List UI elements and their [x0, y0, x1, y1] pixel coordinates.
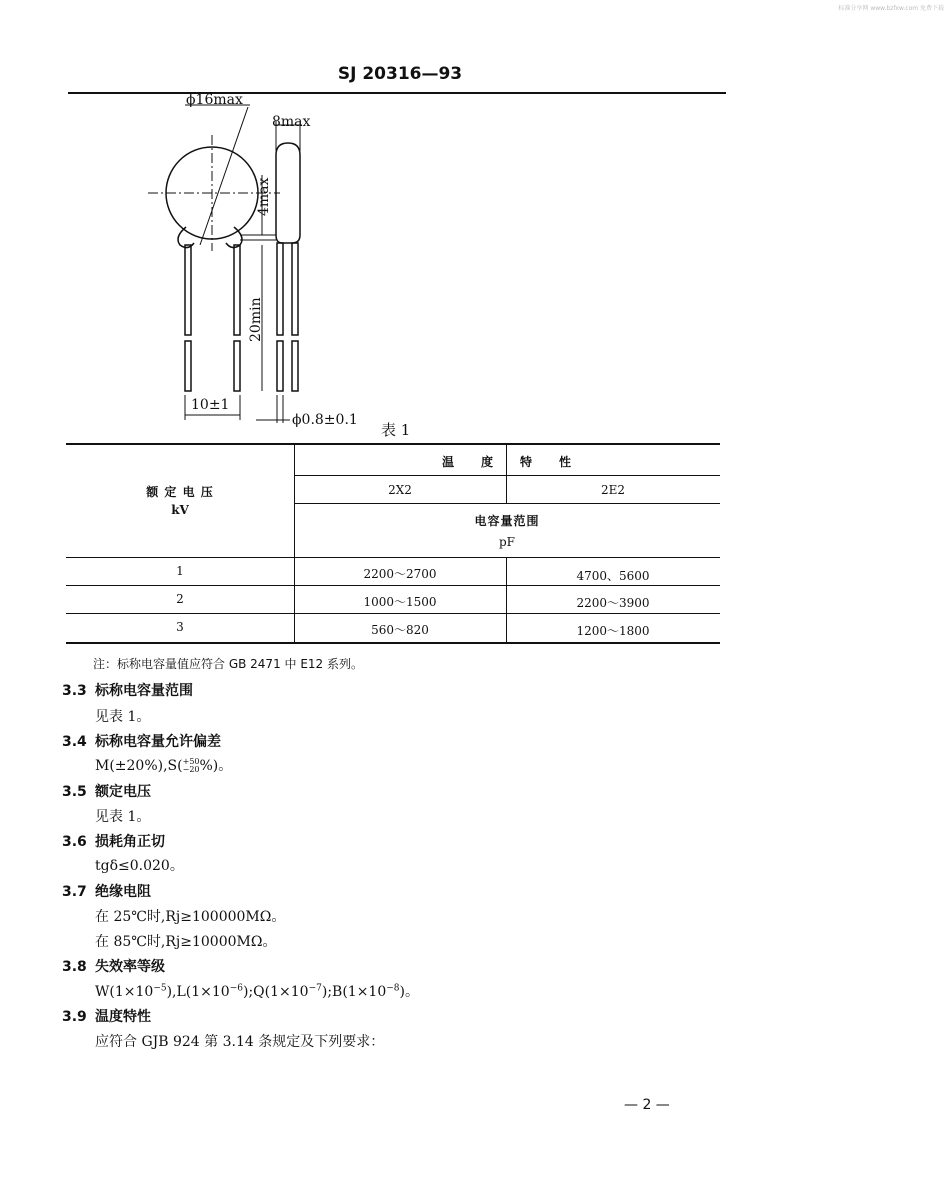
section-3-7-heading: 3.7 绝缘电阻: [62, 884, 151, 900]
section-3-3-text: 见表 1。: [95, 709, 151, 725]
table-row-2x2: 1000～1500: [363, 595, 437, 609]
cap-range-header: 电容量范围: [474, 514, 540, 528]
header-rule: [68, 92, 726, 94]
lead-length-label: 20min: [248, 297, 264, 342]
table-row-voltage: 2: [176, 592, 184, 606]
coat-label: 4max: [256, 177, 272, 216]
col-2e2-header: 2E2: [600, 483, 626, 497]
capacitance-table: [66, 443, 720, 643]
section-3-4-heading: 3.4 标称电容量允许偏差: [62, 734, 221, 750]
temp-char-header: 温 度 特 性: [441, 455, 572, 469]
lead-left: [185, 245, 191, 335]
table-row-2e2: 4700、5600: [576, 569, 650, 583]
section-3-7-line2: 在 85℃时,Rj≥10000MΩ。: [95, 934, 277, 950]
table-caption: 表 1: [381, 421, 411, 439]
section-3-8-text: $W(1\times 10^{-5}),L(1\times 10^{-6});Q(1\times 10^{-7});B(1\times 10^{-8})$。: [95, 983, 419, 1000]
section-3-7-line1: 在 25℃时,Rj≥100000MΩ。: [95, 909, 286, 925]
table-row-2e2: 1200～1800: [576, 624, 650, 638]
thickness-label: 8max: [272, 114, 311, 130]
table-row-2x2: 560～820: [371, 623, 429, 637]
lead-spacing-label: 10±1: [191, 397, 230, 413]
rated-voltage-unit: kV: [171, 503, 189, 517]
lead-diameter-label: ϕ0.8±0.1: [292, 412, 358, 428]
diameter-label: ϕ16max: [186, 92, 243, 108]
section-3-9-heading: 3.9 温度特性: [62, 1009, 151, 1025]
table-row-2x2: 2200～2700: [363, 567, 437, 581]
col-2x2-header: 2X2: [388, 483, 412, 497]
capacitor-drawing: [130, 95, 450, 425]
section-3-5-text: 见表 1。: [95, 809, 151, 825]
section-3-4-text: M(±20%),S( +50 −20 %)。: [95, 757, 233, 774]
section-3-9-text: 应符合 GJB 924 第 3.14 条规定及下列要求：: [95, 1034, 385, 1050]
section-3-5-heading: 3.5 额定电压: [62, 784, 151, 800]
watermark: 标准分享网 www.bzfxw.com 免费下载: [838, 5, 944, 12]
section-3-6-text: tgδ≤0.020。: [95, 858, 184, 874]
section-3-6-heading: 3.6 损耗角正切: [62, 834, 165, 850]
page-number: — 2 —: [624, 1097, 670, 1113]
table-row-voltage: 1: [176, 564, 184, 578]
section-3-3-heading: 3.3 标称电容量范围: [62, 683, 193, 699]
standard-code: SJ 20316—93: [337, 64, 463, 84]
table-row-voltage: 3: [176, 620, 184, 634]
lead-right: [234, 245, 240, 335]
cap-range-unit: pF: [498, 535, 515, 549]
section-3-8-heading: 3.8 失效率等级: [62, 959, 165, 975]
rated-voltage-header: 额 定 电 压: [146, 485, 214, 499]
table-note: 注：标称电容量值应符合 GB 2471 中 E12 系列。: [93, 657, 363, 671]
table-row-2e2: 2200～3900: [576, 596, 650, 610]
